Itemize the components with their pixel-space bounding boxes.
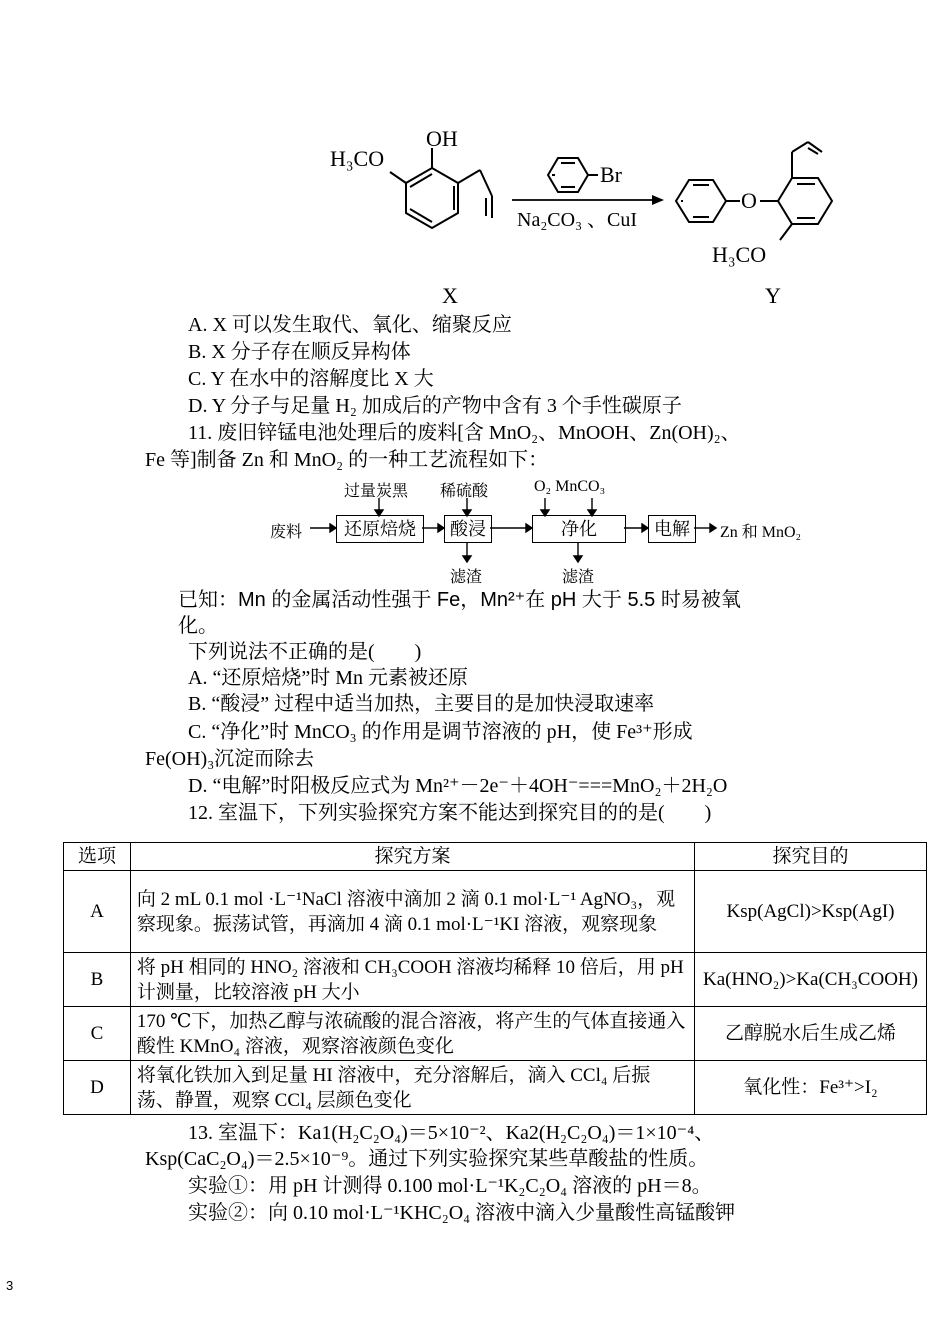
header-option: 选项 bbox=[64, 843, 131, 871]
label-y: Y bbox=[765, 283, 781, 308]
q12-stem: 12. 室温下，下列实验探究方案不能达到探究目的的是( ) bbox=[188, 802, 712, 824]
table-header-row bbox=[64, 843, 927, 871]
q10-option-d: D. Y 分子与足量 H₂ 加成后的产物中含有 3 个手性碳原子 bbox=[188, 395, 682, 417]
flow-step3: 净化 bbox=[532, 515, 626, 543]
row-goal: Ksp(AgCl)>Ksp(AgI) bbox=[694, 871, 926, 953]
flow-step4: 电解 bbox=[648, 515, 696, 543]
flow-end: Zn 和 MnO₂ bbox=[720, 524, 802, 541]
header-plan: 探究方案 bbox=[130, 843, 694, 871]
conditions-label: Na₂CO₃ 、CuI bbox=[517, 209, 638, 231]
row-goal: Ka(HNO₂)>Ka(CH₃COOH) bbox=[694, 953, 926, 1007]
q13-exp2: 实验②：向 0.10 mol·L⁻¹KHC₂O₄ 溶液中滴入少量酸性高锰酸钾 bbox=[188, 1202, 736, 1224]
label-x: X bbox=[442, 283, 458, 308]
q11-option-a: A. “还原焙烧”时 Mn 元素被还原 bbox=[188, 667, 468, 689]
row-option: B bbox=[64, 953, 131, 1007]
q11-stem-line1: 11. 废旧锌锰电池处理后的废料[含 MnO₂、MnOOH、Zn(OH)₂、 bbox=[188, 422, 741, 444]
page-number: 3 bbox=[6, 1278, 14, 1293]
molecule-x bbox=[390, 148, 492, 228]
q10-option-c: C. Y 在水中的溶解度比 X 大 bbox=[188, 368, 434, 390]
flow-step3-input: O₂ MnCO₃ bbox=[534, 478, 606, 495]
reaction-scheme bbox=[0, 0, 950, 310]
y-och3-label: H₃CO bbox=[712, 242, 767, 267]
row-plan: 将 pH 相同的 HNO₂ 溶液和 CH₃COOH 溶液均稀释 10 倍后，用 pH 计测量，比较溶液 pH 大小 bbox=[130, 953, 694, 1007]
row-option: A bbox=[64, 871, 131, 953]
x-oh-label: OH bbox=[426, 126, 458, 151]
y-o-label: O bbox=[741, 188, 757, 213]
table-row bbox=[64, 1007, 927, 1061]
q11-stem-line2: Fe 等]制备 Zn 和 MnO₂ 的一种工艺流程如下： bbox=[145, 449, 549, 471]
flow-step2: 酸浸 bbox=[444, 515, 492, 543]
q13-line2: Ksp(CaC₂O₄)＝2.5×10⁻⁹。通过下列实验探究某些草酸盐的性质。 bbox=[145, 1148, 709, 1170]
row-plan: 将氧化铁加入到足量 HI 溶液中，充分溶解后，滴入 CCl₄ 后振荡、静置，观察 CCl₄ 层颜色变化 bbox=[130, 1061, 694, 1115]
q11-option-d: D. “电解”时阳极反应式为 Mn²⁺－2e⁻＋4OH⁻===MnO₂＋2H₂O bbox=[188, 775, 728, 797]
br-label: Br bbox=[600, 162, 622, 187]
q11-option-c-line2: Fe(OH)₃沉淀而除去 bbox=[145, 748, 315, 770]
bromobenzene bbox=[548, 158, 598, 192]
q11-known-line2: 化。 bbox=[178, 615, 218, 637]
row-goal: 氧化性：Fe³⁺>I₂ bbox=[694, 1061, 926, 1115]
flow-step3-output: 滤渣 bbox=[562, 569, 595, 586]
row-option: D bbox=[64, 1061, 131, 1115]
q11-option-b: B. “酸浸” 过程中适当加热，主要目的是加快浸取速率 bbox=[188, 693, 655, 715]
flow-start: 废料 bbox=[270, 524, 303, 541]
q13-line1: 13. 室温下：Ka1(H₂C₂O₄)＝5×10⁻²、Ka2(H₂C₂O₄)＝1×10⁻⁴、 bbox=[188, 1122, 715, 1144]
flow-arrows bbox=[0, 470, 950, 580]
arrow-head bbox=[652, 195, 664, 205]
row-plan: 170 ℃下，加热乙醇与浓硫酸的混合溶液，将产生的气体直接通入酸性 KMnO₄ 溶液，观察溶液颜色变化 bbox=[130, 1007, 694, 1061]
q11-question: 下列说法不正确的是( ) bbox=[188, 641, 422, 663]
table-row bbox=[64, 1061, 927, 1115]
flow-step2-output: 滤渣 bbox=[450, 569, 483, 586]
q10-option-a: A. X 可以发生取代、氧化、缩聚反应 bbox=[188, 314, 512, 336]
q11-option-c-line1: C. “净化”时 MnCO₃ 的作用是调节溶液的 pH，使 Fe³⁺形成 bbox=[188, 721, 693, 743]
header-goal: 探究目的 bbox=[694, 843, 926, 871]
q11-known-line1: 已知：Mn 的金属活动性强于 Fe，Mn²⁺在 pH 大于 5.5 时易被氧 bbox=[178, 589, 741, 611]
x-och3-label: H₃CO bbox=[330, 146, 385, 171]
row-option: C bbox=[64, 1007, 131, 1061]
row-plan: 向 2 mL 0.1 mol ·L⁻¹NaCl 溶液中滴加 2 滴 0.1 mol·L⁻¹ AgNO₃，观察现象。振荡试管，再滴加 4 滴 0.1 mol·L⁻¹KI 溶液，观察现象 bbox=[130, 871, 694, 953]
row-goal: 乙醇脱水后生成乙烯 bbox=[694, 1007, 926, 1061]
flow-step1-input: 过量炭黑 bbox=[344, 483, 409, 500]
flow-step2-input: 稀硫酸 bbox=[440, 483, 489, 500]
q13-exp1: 实验①：用 pH 计测得 0.100 mol·L⁻¹K₂C₂O₄ 溶液的 pH＝8。 bbox=[188, 1175, 712, 1197]
q10-option-b: B. X 分子存在顺反异构体 bbox=[188, 341, 411, 363]
table-row bbox=[64, 953, 927, 1007]
flow-step1: 还原焙烧 bbox=[336, 515, 424, 543]
table-row bbox=[64, 871, 927, 953]
experiment-table bbox=[63, 842, 927, 1115]
